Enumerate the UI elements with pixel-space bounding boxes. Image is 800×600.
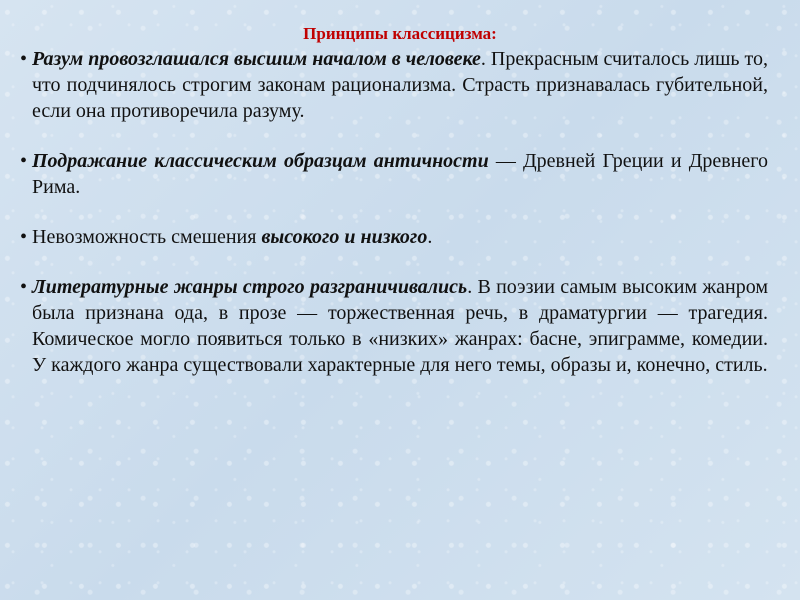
bullet-reason-text: Прекрасным считалось лишь то, что подчинялось строгим законам рационализма. Страсть признавалась губительной, если она противоречила разуму. bbox=[32, 48, 768, 122]
bullet-genres-lead: Литературные жанры строго разграничивались bbox=[32, 276, 468, 298]
bullet-mixing-text: . bbox=[427, 226, 433, 248]
bullet-genres-text: . В поэзии самым высоким жанром была признана ода, в прозе — торжественная речь, в драматургии — трагедия. Комическое могло появиться только в «низких» жанрах: басне, эпиграмме, комедии. У каждого жанра существовали характерные для него темы, образы и, конечно, стиль. bbox=[32, 276, 768, 376]
bullet-mixing-lead: высокого и низкого bbox=[261, 226, 428, 248]
bullet-mixing bbox=[20, 224, 768, 250]
bullet-reason bbox=[20, 46, 768, 124]
bullet-imitation bbox=[20, 148, 768, 200]
bullet-reason-lead: Разум провозглашался высшим началом в человеке bbox=[32, 48, 481, 70]
bullet-reason-lead-end: . bbox=[480, 48, 486, 70]
bullet-genres bbox=[20, 274, 768, 378]
bullet-imitation-lead: Подражание классическим образцам античности bbox=[32, 150, 489, 172]
bullet-imitation-text: — Древней Греции и Древнего Рима. bbox=[32, 150, 768, 198]
slide-content bbox=[20, 46, 768, 378]
slide-title: Принципы классицизма: bbox=[303, 24, 497, 43]
bullet-mixing-prefix: Невозможность смешения bbox=[32, 226, 262, 248]
